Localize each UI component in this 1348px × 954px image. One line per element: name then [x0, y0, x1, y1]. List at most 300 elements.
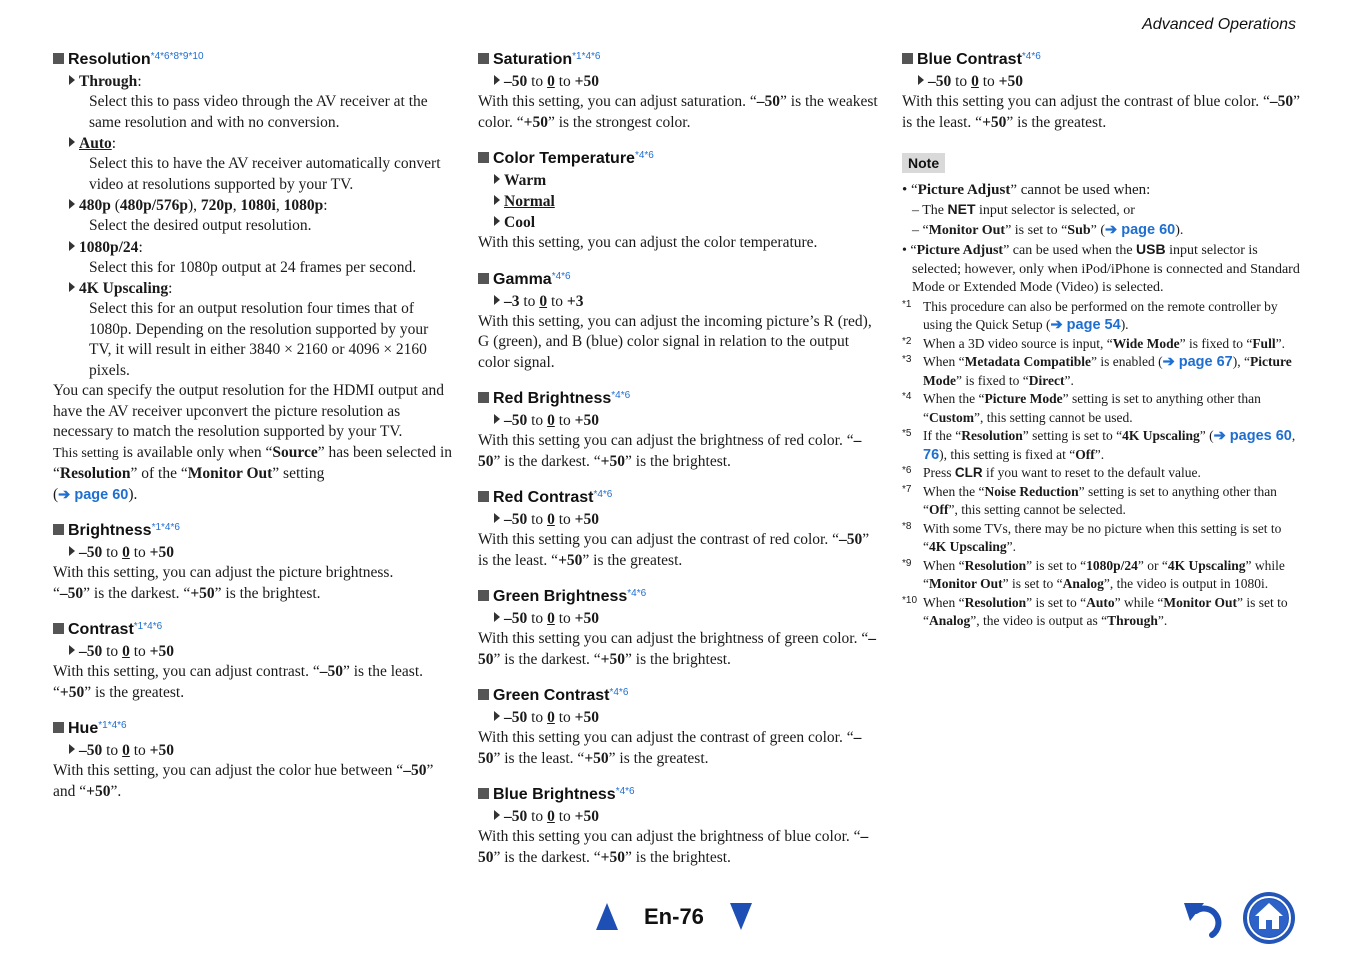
- body-text: This setting is available only when “Source” has been selected in “Resolution” of the “Monitor Out” setting (➔ page 60).: [53, 443, 453, 503]
- text: to: [558, 73, 571, 90]
- note-label: Note: [902, 153, 945, 173]
- page-link[interactable]: ➔ page 54: [1050, 317, 1121, 333]
- footnote-mark: *3: [902, 354, 912, 365]
- triangle-bullet-icon: [69, 137, 75, 147]
- option-warm: [494, 170, 878, 191]
- body-text: With this setting, you can adjust the color temperature.: [478, 234, 818, 251]
- section-hue: [53, 715, 453, 802]
- footnote: [902, 483, 1302, 520]
- text: ” can be used when the: [1003, 243, 1137, 258]
- footnote-ref: *1*4*6: [151, 522, 180, 533]
- option-desc: Select this for 1080p output at 24 frames per second.: [89, 258, 417, 276]
- option-label: 480p/576p: [119, 197, 188, 214]
- text: This procedure can also be performed on the remote controller by using the Quick Setup (: [923, 298, 1278, 332]
- footnote-ref: *4*6: [593, 489, 613, 500]
- range-default: 0: [547, 73, 555, 90]
- text: to: [531, 709, 544, 726]
- note-item: [902, 240, 1302, 298]
- text: +50: [600, 452, 626, 470]
- text: to: [558, 511, 571, 528]
- footnote-ref: *4*6*8*9*10: [150, 51, 204, 62]
- text: ” is the greatest.: [582, 551, 683, 569]
- option-1080p24: 1080p/24:: [69, 237, 453, 258]
- text: to: [523, 292, 536, 310]
- section-gamma: [478, 266, 878, 374]
- text: ” is the darkest. “: [493, 848, 601, 866]
- text: When a 3D video source is input, “: [923, 335, 1113, 351]
- text: Picture Mode: [984, 391, 1063, 406]
- text: Metadata Compatible: [964, 354, 1091, 369]
- range-option: [918, 71, 1302, 92]
- range-default: 0: [539, 292, 548, 310]
- text: Custom: [929, 409, 975, 425]
- range-min: –50: [79, 643, 103, 660]
- text: ”.: [1006, 539, 1017, 554]
- footnote-ref: *4*6: [611, 390, 631, 401]
- text: Picture Adjust: [917, 182, 1011, 198]
- text: ).: [1175, 222, 1184, 238]
- text: +50: [59, 683, 85, 701]
- text: • “: [902, 182, 918, 198]
- triangle-bullet-icon: [494, 414, 500, 424]
- text: 4K Upscaling: [1122, 428, 1200, 443]
- text: to: [133, 643, 146, 660]
- footnote: [902, 335, 1302, 354]
- home-icon[interactable]: [1242, 891, 1296, 950]
- range-max: +50: [998, 73, 1023, 90]
- text: When the “: [923, 391, 985, 406]
- range-min: –50: [79, 742, 103, 759]
- body-text: [478, 827, 878, 868]
- text: –50: [478, 432, 862, 470]
- text: ” is the greatest.: [608, 749, 709, 767]
- body-text: With this setting, you can adjust the incoming picture’s R (red), G (green), and B (blue) color signal in relation to the output color signal.: [478, 312, 872, 371]
- previous-page-arrow-icon[interactable]: [596, 903, 618, 930]
- text: ” is set to “: [1002, 576, 1063, 591]
- text: to: [133, 544, 146, 561]
- text: – “: [912, 222, 929, 238]
- range-min: –50: [504, 412, 528, 429]
- text: +50: [558, 551, 583, 569]
- text: +50: [600, 650, 626, 668]
- footnote-text: [923, 390, 1302, 427]
- option-desc: Select the desired output resolution.: [89, 217, 312, 234]
- body-text: [478, 92, 878, 133]
- text: ” is the brightest.: [214, 584, 321, 602]
- text: +50: [190, 584, 215, 602]
- section-brightness: [53, 517, 453, 604]
- text: CLR: [954, 465, 983, 480]
- option-label: Normal: [504, 193, 555, 210]
- range-default: 0: [547, 511, 555, 528]
- text: –50: [756, 93, 781, 110]
- text: 1080p/24: [1086, 557, 1138, 573]
- text: With this setting you can adjust the contrast of red color. “: [478, 531, 839, 548]
- text: With this setting, you can adjust the color hue between “: [53, 762, 404, 779]
- text: –50: [478, 828, 869, 866]
- text: to: [558, 808, 571, 825]
- footnote: [902, 298, 1302, 335]
- range-option: [494, 707, 878, 728]
- section-blue-contrast: [902, 46, 1302, 133]
- range-default: 0: [547, 610, 555, 627]
- title-text: Blue Contrast: [917, 51, 1022, 68]
- text: input selector is selected; however, only when iPod/iPhone is connected and Standard Mode or Extended Mode (Video) is selected.: [912, 243, 1300, 295]
- triangle-bullet-icon: [69, 546, 75, 556]
- text: to: [531, 610, 544, 627]
- option-label: 1080i: [240, 197, 276, 214]
- footnote-text: [923, 298, 1302, 335]
- triangle-bullet-icon: [494, 513, 500, 523]
- note-item: [902, 181, 1302, 200]
- note-subitem: [912, 221, 1302, 241]
- text: When “: [923, 354, 965, 369]
- text: ”.: [110, 782, 122, 800]
- footnote-ref: *4*6: [551, 270, 571, 282]
- range-option: [494, 509, 878, 530]
- text: Resolution: [961, 428, 1023, 443]
- footnote-mark: *1: [902, 298, 912, 310]
- section-title: [902, 46, 1302, 71]
- text: NET: [947, 201, 976, 217]
- text: ”, this setting cannot be selected.: [948, 502, 1126, 517]
- text: Auto: [1086, 594, 1115, 610]
- range-default: 0: [122, 544, 130, 561]
- text: ” is fixed to “: [1179, 335, 1253, 351]
- text: ” while “: [1114, 594, 1164, 610]
- page-number: En-76: [644, 903, 704, 929]
- triangle-bullet-icon: [69, 241, 75, 251]
- text: 4K Upscaling: [929, 539, 1007, 554]
- body-text: [478, 530, 878, 571]
- text: to: [531, 73, 544, 90]
- text: to: [531, 511, 544, 528]
- section-green-brightness: [478, 583, 878, 670]
- text: +50: [523, 113, 548, 131]
- text: ” is the brightest.: [625, 452, 731, 470]
- option-label: Cool: [504, 214, 535, 231]
- text: ” is the greatest.: [1006, 113, 1107, 131]
- footnote-text: [923, 464, 1302, 483]
- square-bullet-icon: [902, 53, 913, 64]
- section-green-contrast: [478, 682, 878, 769]
- range-max: +50: [574, 709, 599, 726]
- option-through: Through:: [69, 71, 453, 92]
- range-max: +50: [574, 412, 599, 429]
- square-bullet-icon: [53, 53, 64, 64]
- range-default: 0: [547, 709, 555, 726]
- text: USB: [1136, 241, 1166, 257]
- range-option: [494, 806, 878, 827]
- footnote-mark: *8: [902, 520, 912, 532]
- text: Noise Reduction: [984, 483, 1079, 499]
- text: Press: [923, 465, 955, 480]
- text: ), this setting is fixed at “: [939, 446, 1076, 462]
- text: is available only when “: [118, 443, 273, 461]
- range-min: –3: [504, 292, 520, 310]
- section-red-brightness: [478, 385, 878, 472]
- triangle-bullet-icon: [69, 744, 75, 754]
- range-min: –50: [504, 73, 528, 90]
- text: Source: [272, 443, 318, 461]
- text: Monitor Out: [929, 576, 1003, 591]
- text: ”.: [1064, 372, 1074, 388]
- footnote-text: [923, 557, 1302, 594]
- section-title: [53, 616, 453, 641]
- range-option: [494, 291, 878, 312]
- text: +50: [86, 782, 111, 800]
- range-option: [494, 608, 878, 629]
- section-title: [53, 715, 453, 740]
- section-title: [478, 145, 878, 170]
- text: if you want to reset to the default value.: [982, 465, 1201, 480]
- title-text: Red Brightness: [493, 390, 612, 407]
- title-text: Green Brightness: [493, 588, 628, 605]
- square-bullet-icon: [478, 152, 489, 163]
- text: ” cannot be used when:: [1010, 182, 1151, 198]
- section-header: Advanced Operations: [1142, 16, 1296, 33]
- title-text: Contrast: [68, 621, 134, 638]
- range-min: –50: [928, 73, 952, 90]
- text: Analog: [929, 613, 971, 628]
- triangle-bullet-icon: [494, 612, 500, 622]
- text: ” is the darkest. “: [493, 452, 601, 470]
- text: ).: [1120, 317, 1129, 332]
- triangle-bullet-icon: [69, 199, 75, 209]
- body-text: [478, 629, 878, 670]
- text: Monitor Out: [928, 222, 1006, 238]
- column-middle: [478, 46, 878, 880]
- range-option: [69, 641, 453, 662]
- range-max: +50: [149, 544, 174, 561]
- text: ”.: [1275, 335, 1285, 351]
- footnote: [902, 557, 1302, 594]
- footnote-text: [923, 353, 1302, 390]
- text: –50: [403, 762, 427, 779]
- text: ” is set to “: [1005, 222, 1068, 238]
- text: With this setting you can adjust the contrast of green color. “: [478, 729, 854, 746]
- text: ” (: [1199, 428, 1214, 443]
- triangle-bullet-icon: [69, 282, 75, 292]
- text: ” is set to “: [1026, 557, 1087, 573]
- text: Monitor Out: [187, 465, 273, 482]
- footnote: [902, 464, 1302, 483]
- triangle-bullet-icon: [918, 75, 924, 85]
- range-option: [69, 542, 453, 563]
- text: Resolution: [964, 557, 1027, 573]
- text: With this setting you can adjust the brightness of blue color. “: [478, 828, 861, 845]
- text: Direct: [1028, 372, 1065, 388]
- option-480p: 480p (480p/576p), 720p, 1080i, 1080p:: [69, 195, 453, 216]
- footnote: [902, 594, 1302, 631]
- option-normal: [494, 191, 878, 212]
- section-blue-brightness: [478, 781, 878, 868]
- text: Resolution: [964, 594, 1027, 610]
- option-desc: Select this to pass video through the AV receiver at the same resolution and with no conversion.: [89, 93, 428, 131]
- footnote-ref: *4*6: [609, 687, 629, 698]
- range-max: +50: [149, 643, 174, 660]
- range-min: –50: [504, 610, 528, 627]
- title-text: Red Contrast: [493, 489, 594, 506]
- text: 4K Upscaling: [1167, 557, 1246, 573]
- footnote-mark: *7: [902, 483, 912, 495]
- range-min: –50: [504, 511, 528, 528]
- text: to: [982, 73, 995, 90]
- text: to: [106, 544, 119, 561]
- text: to: [531, 412, 544, 429]
- text: ”.: [1094, 446, 1105, 462]
- text: With this setting, you can adjust the picture brightness.: [53, 564, 394, 581]
- text: to: [558, 610, 571, 627]
- title-text: Blue Brightness: [493, 786, 616, 803]
- range-max: +3: [566, 292, 584, 310]
- footnote-text: [923, 594, 1302, 631]
- title-text: Saturation: [493, 51, 573, 68]
- page-link[interactable]: ➔ page 60: [58, 486, 129, 503]
- text: Picture Mode: [923, 354, 1292, 388]
- text: ” is the least. “: [493, 749, 585, 767]
- text: Off: [929, 502, 949, 517]
- square-bullet-icon: [53, 524, 64, 535]
- square-bullet-icon: [478, 53, 489, 64]
- option-4k: 4K Upscaling:: [69, 278, 453, 299]
- range-option: [494, 71, 878, 92]
- text: ” is the least. “: [902, 93, 1300, 131]
- section-resolution: [53, 46, 453, 505]
- text: ” is the weakest color. “: [478, 93, 878, 131]
- option-desc: Select this to have the AV receiver automatically convert video at resolutions supported by your TV.: [89, 155, 441, 193]
- text: With this setting you can adjust the brightness of green color. “: [478, 630, 869, 647]
- text: With this setting you can adjust the contrast of blue color. “: [902, 93, 1270, 110]
- footnote-ref: *1*4*6: [133, 621, 163, 632]
- page-link[interactable]: ➔ page 67: [1162, 354, 1233, 370]
- back-icon[interactable]: [1182, 897, 1230, 944]
- body-text: [478, 728, 878, 769]
- text: ” is the strongest color.: [547, 113, 691, 131]
- section-title: [478, 583, 878, 608]
- text: to: [558, 709, 571, 726]
- text: With this setting, you can adjust contrast. “: [53, 663, 320, 680]
- square-bullet-icon: [53, 722, 64, 733]
- page-link[interactable]: ➔ page 60: [1105, 221, 1176, 238]
- text: to: [955, 73, 968, 90]
- text: ”, the video is output as “: [970, 613, 1108, 628]
- triangle-bullet-icon: [69, 75, 75, 85]
- next-page-arrow-icon[interactable]: [730, 903, 752, 930]
- text: to: [133, 742, 146, 759]
- text: ” is fixed to “: [956, 372, 1029, 388]
- footnote-text: [923, 520, 1302, 557]
- text: This setting: [53, 445, 119, 461]
- text: ” (: [1090, 222, 1106, 238]
- text: ”.: [1157, 613, 1168, 628]
- text: –50: [478, 630, 876, 668]
- range-min: –50: [504, 709, 528, 726]
- body-text: You can specify the output resolution for the HDMI output and have the AV receiver upconvert the picture resolution as necessary to match the resolution supported by your TV.: [53, 382, 445, 440]
- square-bullet-icon: [478, 689, 489, 700]
- text: Full: [1252, 335, 1276, 351]
- footnote-ref: *4*6: [1021, 51, 1041, 62]
- option-label: 1080p: [283, 197, 324, 214]
- text: Analog: [1062, 576, 1104, 591]
- text: +50: [584, 749, 609, 767]
- footnote-mark: *9: [902, 557, 912, 569]
- option-cool: [494, 212, 878, 233]
- title-text: Hue: [68, 720, 99, 737]
- text: to: [558, 412, 571, 429]
- range-option: [69, 740, 453, 761]
- title-text: Gamma: [493, 270, 552, 288]
- body-text: [53, 662, 453, 703]
- triangle-bullet-icon: [494, 195, 500, 205]
- option-label: 1080p/24: [79, 238, 139, 256]
- text: to: [106, 742, 119, 759]
- triangle-bullet-icon: [494, 174, 500, 184]
- option-desc: Select this for an output resolution four times that of 1080p. Depending on the resolution supported by your TV, it will result in either 3840 × 2160 or 4096 × 2160 pixels.: [89, 300, 429, 379]
- text: With some TVs, there may be no picture when this setting is set to “: [923, 520, 1282, 554]
- footnote: [902, 427, 1302, 464]
- text: –50: [319, 663, 343, 680]
- text: ” and “: [53, 762, 434, 800]
- square-bullet-icon: [478, 788, 489, 799]
- option-label: 480p: [79, 197, 111, 214]
- text: –50: [1269, 93, 1294, 110]
- range-default: 0: [122, 643, 130, 660]
- note-subitem: [912, 200, 1302, 221]
- range-default: 0: [547, 412, 555, 429]
- text: Sub: [1067, 222, 1091, 238]
- text: Monitor Out: [1163, 594, 1237, 610]
- section-saturation: [478, 46, 878, 133]
- option-auto: Auto:: [69, 133, 453, 154]
- footnote-text: [923, 335, 1302, 354]
- square-bullet-icon: [478, 491, 489, 502]
- title-text: Resolution: [68, 51, 151, 68]
- text: to: [106, 643, 119, 660]
- range-min: –50: [79, 544, 103, 561]
- range-max: +50: [574, 610, 599, 627]
- text: ”, this setting cannot be used.: [974, 409, 1133, 425]
- range-default: 0: [122, 742, 130, 759]
- text: –50: [478, 729, 862, 767]
- text: Picture Adjust: [916, 243, 1004, 258]
- text: –50: [59, 584, 84, 602]
- text: When “: [923, 557, 965, 573]
- page-navigator: [596, 903, 752, 930]
- text: +50: [982, 113, 1007, 131]
- text: ” is the brightest.: [625, 848, 731, 866]
- footnote-ref: *4*6: [627, 588, 647, 599]
- body-text: [902, 92, 1302, 133]
- text: ” is the least. “: [53, 663, 424, 701]
- title-text: Color Temperature: [493, 150, 635, 167]
- page-link[interactable]: 76: [923, 446, 940, 463]
- footnote-text: [923, 483, 1302, 520]
- triangle-bullet-icon: [494, 216, 500, 226]
- text: ” setting is set to anything other than “: [923, 483, 1277, 517]
- option-label: 4K Upscaling: [79, 280, 169, 297]
- page-link[interactable]: ➔ pages 60: [1213, 428, 1292, 444]
- column-left: [53, 46, 453, 814]
- range-default: 0: [547, 808, 555, 825]
- section-contrast: [53, 616, 453, 703]
- section-title: [478, 484, 878, 509]
- footnote-mark: *4: [902, 391, 912, 402]
- text: input selector is selected, or: [975, 203, 1135, 218]
- text: ” or “: [1137, 557, 1168, 573]
- section-red-contrast: [478, 484, 878, 571]
- footnote-mark: *6: [902, 465, 912, 476]
